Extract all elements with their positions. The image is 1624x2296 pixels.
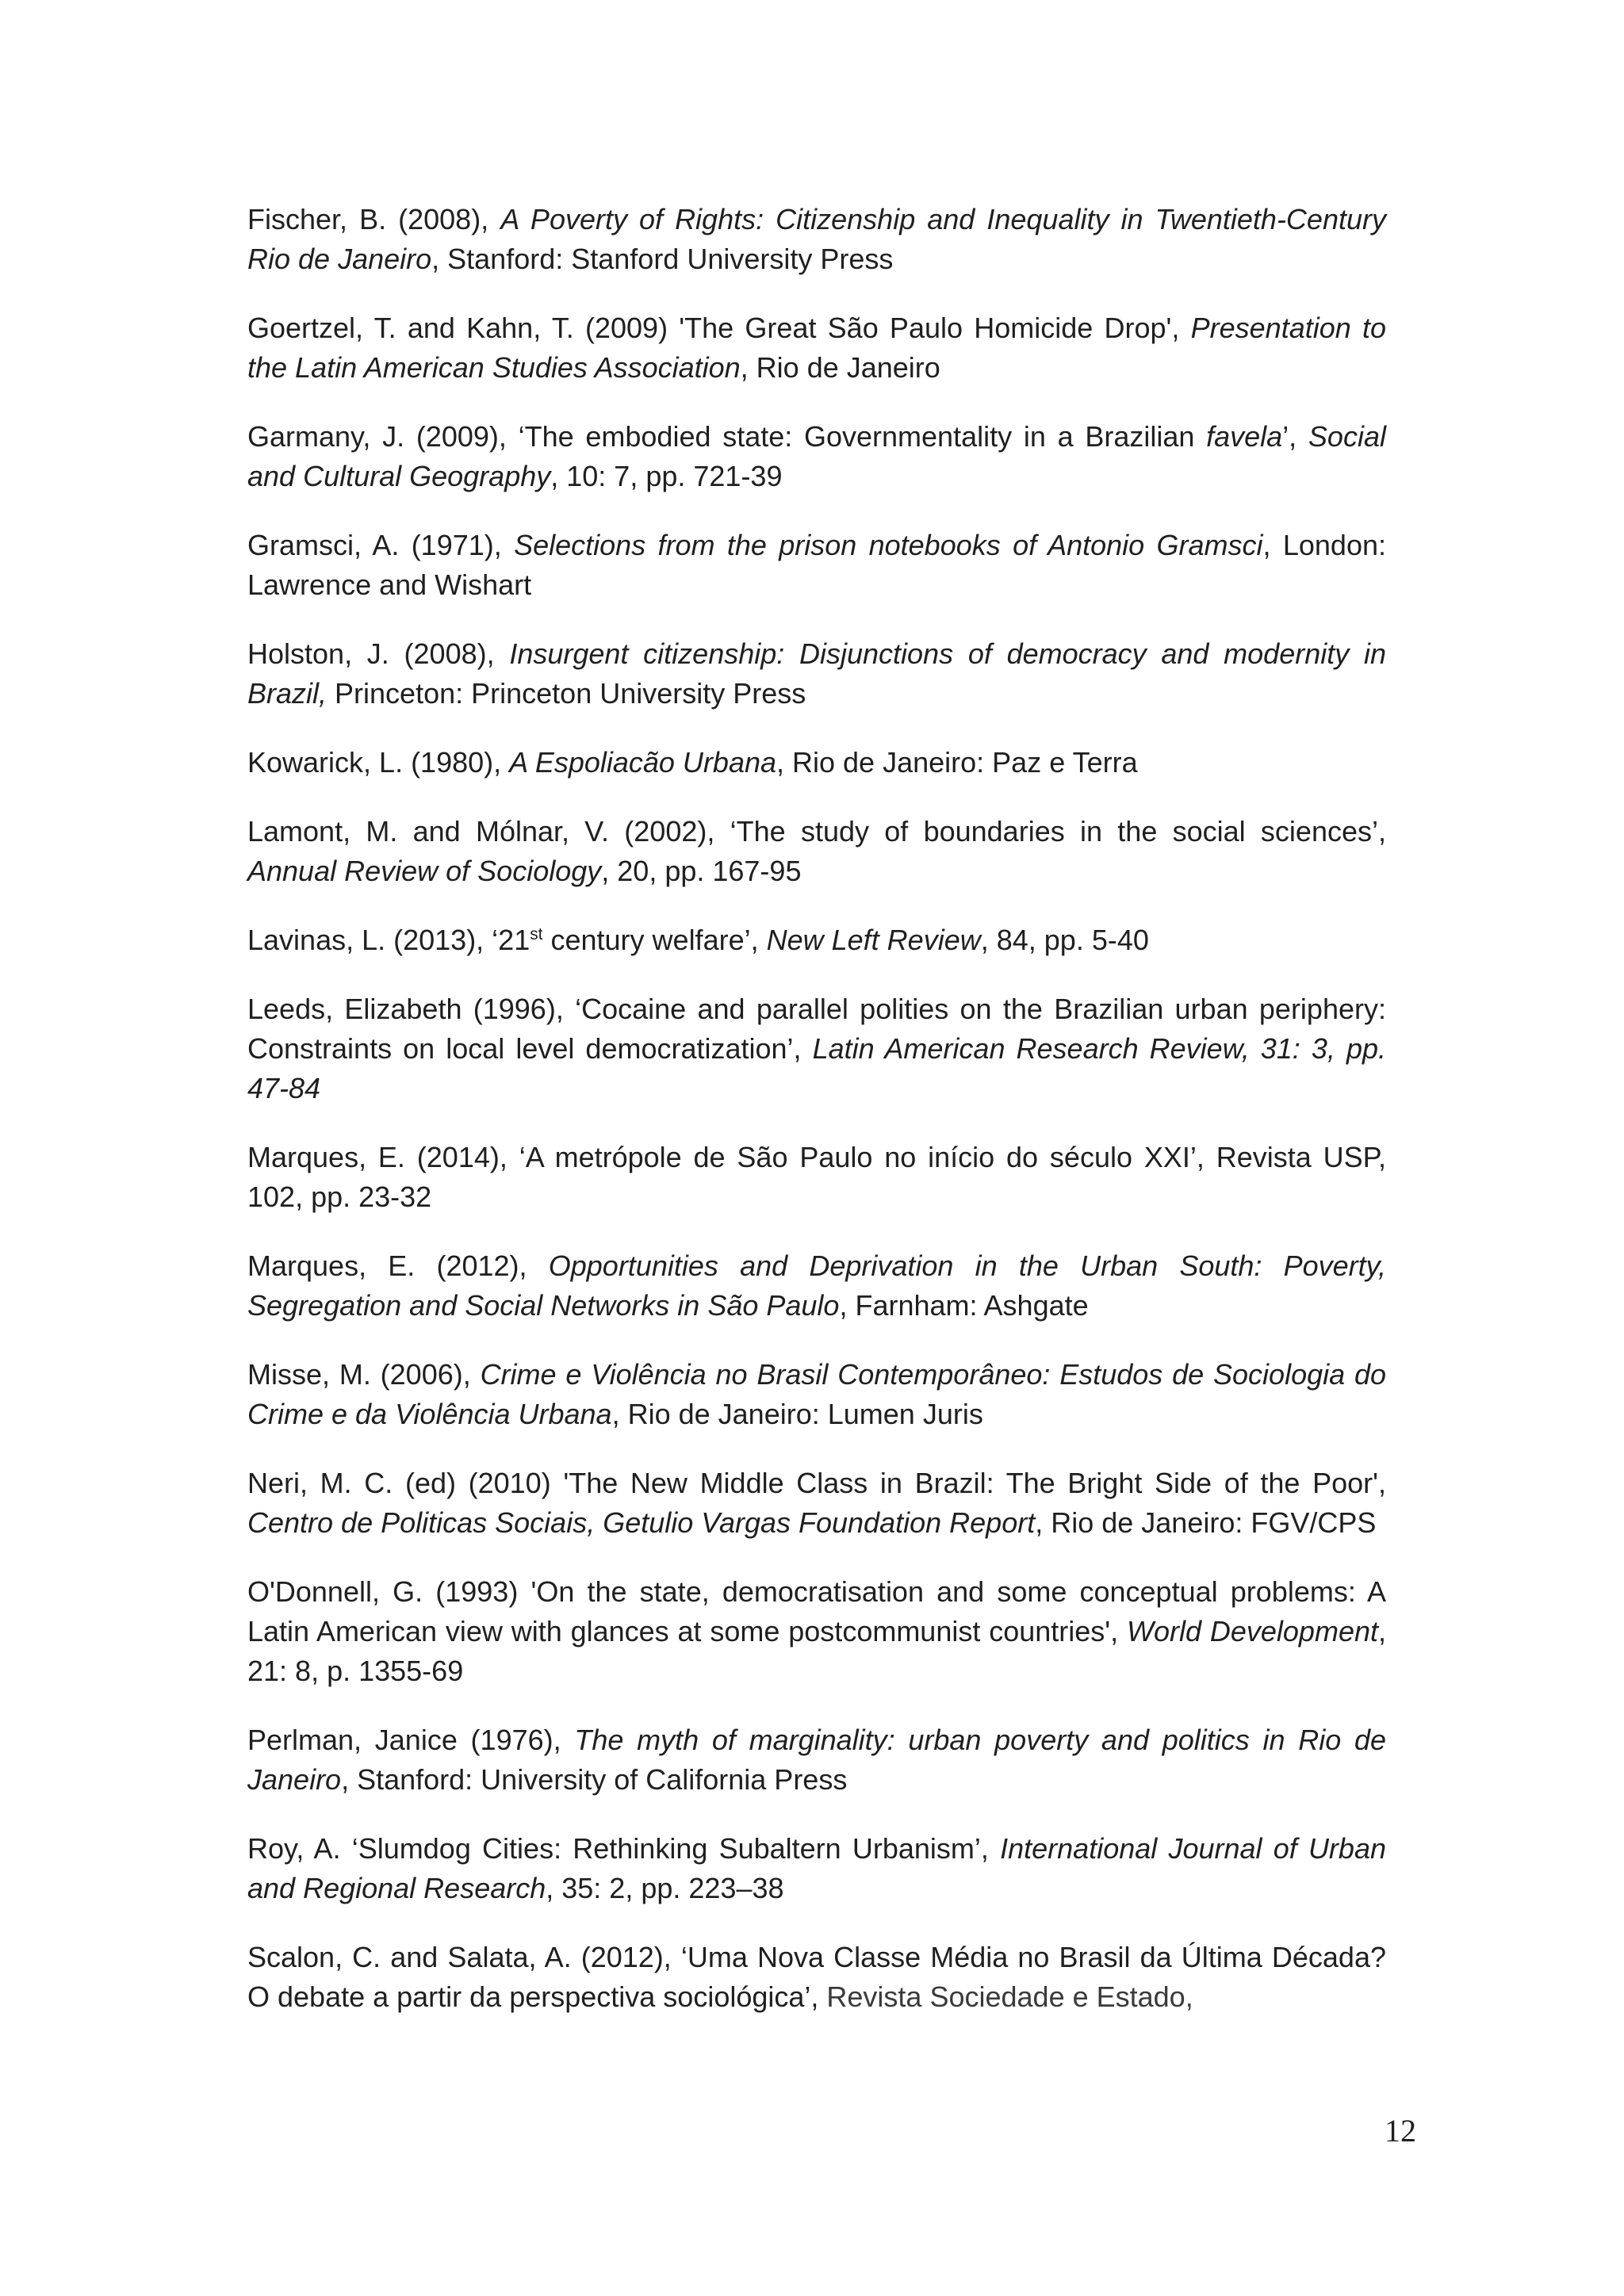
reference-garmany-2009: Garmany, J. (2009), ‘The embodied state: Governmentality in a Brazilian favela’, Social and Cultural Geography, 10: 7, pp. 721-39 xyxy=(247,420,1386,492)
reference-fischer-2008: Fischer, B. (2008), A Poverty of Rights: Citizenship and Inequality in Twentieth-Century Rio de Janeiro, Stanford: Stanford University Press xyxy=(247,203,1386,275)
reference-marques-2014: Marques, E. (2014), ‘A metrópole de São Paulo no início do século XXI’, Revista USP, 102, pp. 23-32 xyxy=(247,1141,1386,1213)
reference-perlman-1976: Perlman, Janice (1976), The myth of marginality: urban poverty and politics in Rio de Janeiro, Stanford: University of California Press xyxy=(247,1724,1386,1796)
reference-list xyxy=(247,200,1386,2046)
reference-goertzel-kahn-2009: Goertzel, T. and Kahn, T. (2009) 'The Great São Paulo Homicide Drop', Presentation to the Latin American Studies Association, Rio de Janeiro xyxy=(247,312,1386,384)
reference-lavinas-2013: Lavinas, L. (2013), ‘21st century welfare’, New Left Review, 84, pp. 5-40 xyxy=(247,924,1149,956)
page-number: 12 xyxy=(1385,2113,1416,2149)
reference-misse-2006: Misse, M. (2006), Crime e Violência no Brasil Contemporâneo: Estudos de Sociologia do Crime e da Violência Urbana, Rio de Janeiro: Lumen Juris xyxy=(247,1358,1386,1430)
reference-gramsci-1971: Gramsci, A. (1971), Selections from the prison notebooks of Antonio Gramsci, London: Lawrence and Wishart xyxy=(247,529,1386,601)
reference-kowarick-1980: Kowarick, L. (1980), A Espoliacão Urbana, Rio de Janeiro: Paz e Terra xyxy=(247,746,1138,779)
reference-scalon-salata-2012: Scalon, C. and Salata, A. (2012), ‘Uma Nova Classe Média no Brasil da Última Década? O debate a partir da perspectiva sociológica’, Revista Sociedade e Estado, xyxy=(247,1941,1386,2013)
reference-odonnell-1993: O'Donnell, G. (1993) 'On the state, democratisation and some conceptual problems: A Latin American view with glances at some postcommunist countries', World Development, 21: 8, p. 1355-69 xyxy=(247,1575,1387,1687)
reference-lamont-molnar-2002: Lamont, M. and Mólnar, V. (2002), ‘The study of boundaries in the social sciences’, Annual Review of Sociology, 20, pp. 167-95 xyxy=(247,815,1386,887)
reference-leeds-1996: Leeds, Elizabeth (1996), ‘Cocaine and parallel polities on the Brazilian urban periphery: Constraints on local level democratization’, Latin American Research Review, 31: 3, pp. 47-84 xyxy=(247,993,1386,1104)
reference-holston-2008: Holston, J. (2008), Insurgent citizenship: Disjunctions of democracy and modernity in Brazil, Princeton: Princeton University Press xyxy=(247,637,1386,710)
reference-roy: Roy, A. ‘Slumdog Cities: Rethinking Subaltern Urbanism’, International Journal of Urban and Regional Research, 35: 2, pp. 223–38 xyxy=(247,1832,1386,1904)
reference-marques-2012: Marques, E. (2012), Opportunities and Deprivation in the Urban South: Poverty, Segregation and Social Networks in São Paulo, Farnham: Ashgate xyxy=(247,1249,1386,1322)
reference-neri-2010: Neri, M. C. (ed) (2010) 'The New Middle Class in Brazil: The Bright Side of the Poor', Centro de Politicas Sociais, Getulio Vargas Foundation Report, Rio de Janeiro: FGV/CPS xyxy=(247,1467,1386,1539)
